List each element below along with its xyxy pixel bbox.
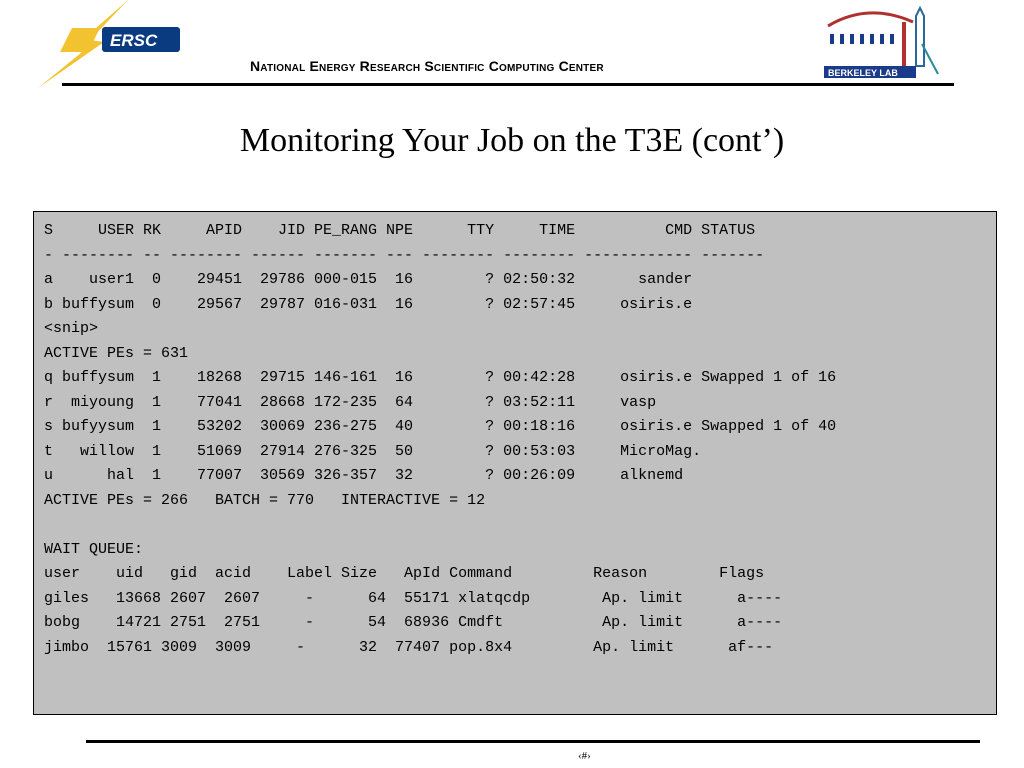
terminal-line: ACTIVE PEs = 631 — [44, 344, 189, 362]
terminal-line: <snip> — [44, 320, 99, 337]
terminal-line: t willow 1 51069 27914 276-325 50 ? 00:53:03 MicroMag. — [44, 442, 702, 460]
terminal-line: a user1 0 29451 29786 000-015 16 ? 02:50:32 sander — [44, 271, 693, 288]
terminal-line: user uid gid acid Label Size ApId Command Reason Flags — [44, 565, 765, 582]
terminal-line: WAIT QUEUE: — [44, 540, 144, 558]
terminal-line: - -------- -- -------- ------ ------- --- -------- -------- ------------ ------- — [44, 246, 765, 264]
terminal-line: u hal 1 77007 30569 326-357 32 ? 00:26:09 alknemd — [44, 467, 684, 484]
terminal-line: q buffysum 1 18268 29715 146-161 16 ? 00:42:28 osiris.e Swapped 1 of 16 — [44, 369, 837, 386]
nersc-logo — [30, 0, 185, 88]
terminal-line: giles 13668 2607 2607 - 64 55171 xlatqcdp Ap. limit a---- — [44, 589, 783, 607]
terminal-line: ACTIVE PEs = 266 BATCH = 770 INTERACTIVE = 12 — [44, 491, 486, 509]
terminal-line: S USER RK APID JID PE_RANG NPE TTY TIME CMD STATUS — [44, 222, 756, 239]
terminal-line: b buffysum 0 29567 29787 016-031 16 ? 02:57:45 osiris.e — [44, 295, 693, 313]
terminal-line: bobg 14721 2751 2751 - 54 68936 Cmdft Ap. limit a---- — [44, 614, 783, 631]
nersc-logo-text: ERSC — [110, 31, 158, 50]
page-number: ‹#› — [578, 750, 591, 762]
footer-divider — [86, 740, 980, 743]
header-divider — [62, 83, 954, 86]
berkeley-logo-text: BERKELEY LAB — [828, 68, 898, 78]
berkeley-lab-logo — [818, 4, 948, 82]
terminal-line: r miyoung 1 77041 28668 172-235 64 ? 03:52:11 vasp — [44, 393, 657, 411]
terminal-line: s bufyysum 1 53202 30069 236-275 40 ? 00:18:16 osiris.e Swapped 1 of 40 — [44, 418, 837, 435]
header-title: National Energy Research Scientific Computing Center — [250, 58, 604, 74]
terminal-output-panel — [33, 211, 997, 715]
slide-title: Monitoring Your Job on the T3E (cont’) — [239, 122, 785, 159]
terminal-line: jimbo 15761 3009 3009 - 32 77407 pop.8x4 Ap. limit af--- — [44, 638, 774, 656]
terminal-line — [44, 513, 836, 538]
terminal-text — [44, 219, 836, 660]
